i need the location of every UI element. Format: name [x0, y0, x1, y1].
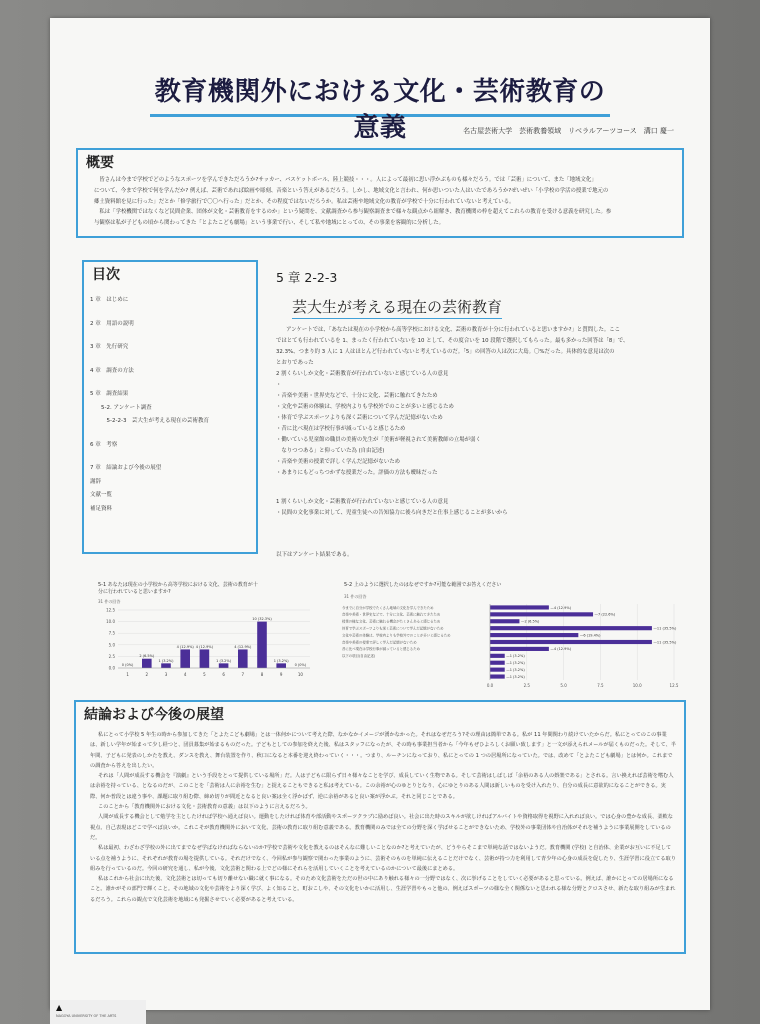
chart1-bar — [200, 649, 210, 668]
opinion-item: ・体育で学ぶスポーツよりも深く芸術について学んだ記憶がないため — [276, 415, 443, 421]
university-logo-icon: ▲ — [56, 1003, 63, 1012]
chart2-data-label: —4 (12.9%) — [550, 647, 572, 652]
chart2-data-label: —1 (3.2%) — [506, 674, 525, 679]
chart1-xtick-label: 7 — [241, 672, 245, 677]
chart2-bar — [490, 619, 519, 623]
chart1-bar — [161, 663, 171, 668]
chart1-xtick-label: 6 — [222, 672, 225, 677]
chart1-xtick-label: 8 — [260, 672, 264, 677]
opinion-item: ・働いている児童館の職員の美術の先生が「美術が軽視されて美術教師の立場が弱く — [276, 437, 481, 443]
conclusion-paragraph: 私は最初、わざわざ学校の外に出てまでなぜ学ばなければならないのか?学校で芸術や文化を教えるのはそんなに難しいことなのか?と考えていたが、どうやらそこまで単純な話ではないようだ。教育機関 (学校) と自治体、企業がお互いに不足している点を補うように、それぞれが教育の場を提供している。それだけでなく、今回私が参与観察で関わった事業のように、芸術そのものを単純に伝えることだけでなく、芸術が持つ力を利用して青少年の心身の成長を促したり、生涯学習に役立てる取り組みを行っているのだ。今回の研究を通し、私が今後、文化芸術と関わる上でどの様にそれらを活用していくことを考えているのかについて最後にまとめる。 — [90, 845, 676, 872]
toc-item: 4 章 調査の方法 — [90, 367, 134, 374]
toc-item: 文献一覧 — [90, 492, 113, 498]
toc-heading: 目次 — [92, 267, 120, 283]
abstract-line: 私は「学校機関ではなくなど民間企業、団体が文化・芸術教育をするのか」という疑問を、文献調査から参与観察調査まで様々な観点から紐解き、教育機関の枠を超えてこれらの教育を受ける意義を研究した。参 — [94, 209, 612, 216]
author-affiliation: 名古屋芸術大学 芸術教養領域 リベラルアーツコース 溝口 慶一 — [463, 127, 674, 135]
chart1-xtick-label: 3 — [164, 672, 168, 677]
chart1-bar — [180, 649, 190, 668]
toc-list — [90, 294, 256, 516]
chart1-bar — [257, 622, 267, 668]
chart1-data-label: 1 (3.2%) — [273, 658, 289, 663]
chart2-title: 5-2 上のように選択したのはなぜですか?可能な範囲でお答えください — [344, 582, 502, 588]
abstract-line: 与観察は私が子どもの頃から関わってきた「とよたこども劇場」という事業で行い、そして私や地域にとっての、その事業を客観的に分析した。 — [94, 220, 445, 227]
chart1-xtick-label: 1 — [126, 672, 129, 677]
chart1-bar — [142, 659, 152, 668]
chart2-category-label: 体育で学ぶスポーツよりも深く芸術について学んだ記憶がないため — [342, 626, 444, 631]
opinion-item: ・音楽や美術の授業で詳しく学んだ記憶がないため — [276, 459, 400, 465]
conclusion-paragraph: それは「人間が成長する機会を『演劇』という手段をとって提供している場所」だ。人は子どもに限らず日々様々なことを学び、成長していく生物である。そして芸術はしばしば「余裕のある人の娯楽である」とされる。言い換えれば芸術を嗜む人は余裕を持っている、となるのだが、このことを「芸術は人に余裕を生む」と捉えることもできると私は考えている。この余裕が心のゆとりとなり、心にゆとりのある人間は新しいものを受け入れたり、自分の成長に意欲的になることができる。実際、何か普段とは違う事や、課題に取り組む際、締め切りが間近となると良い案は全く浮かばず、逆に余裕があると良い案が浮かぶ。それと同じことである。 — [90, 773, 674, 800]
toc-item: 2 章 用語の説明 — [90, 320, 134, 327]
chart1-data-label: 4 (12.9%) — [176, 644, 194, 649]
chart2-data-label: —11 (35.5%) — [653, 640, 677, 645]
toc-item: 謝辞 — [90, 478, 102, 485]
chart2-category-label: 今までに自分が学校でたくさん地域の文化を学んできたため — [342, 605, 434, 610]
toc-item: 5 章 調査結果 — [90, 391, 129, 397]
conclusion-box — [74, 700, 686, 954]
chart2-xtick-label: 12.5 — [669, 683, 679, 688]
chart1-data-label: 10 (32.3%) — [252, 617, 272, 622]
chart2-bar — [490, 612, 593, 616]
chart1-ytick-label: 5.0 — [108, 642, 115, 648]
section-heading: 5 章 2-2-3 — [276, 270, 338, 285]
chart1-bar — [276, 663, 286, 668]
chart1-data-label: 4 (12.9%) — [195, 644, 214, 649]
toc-item: 1 章 はじめに — [90, 297, 129, 303]
chart1-xtick-label: 10 — [297, 672, 303, 677]
opinion-item: ・文化や芸術の体験は、学校内よりも学校外でのことが多いと感じるため — [276, 404, 454, 410]
opinion-item: ・ — [276, 382, 282, 388]
chart2-bar — [490, 668, 505, 672]
chart1-bar — [238, 649, 248, 668]
toc-item: 7 章 結論および今後の展望 — [90, 465, 162, 471]
chart2-svg — [338, 602, 680, 692]
chart2-bar — [490, 640, 652, 644]
chart1-ytick-label: 0.0 — [108, 665, 115, 671]
chart1-xtick-label: 4 — [183, 672, 187, 677]
chart2-category-label: 文化や芸術の体験は、学校内よりも学校外でのことが多いと感じるため — [342, 633, 451, 638]
chart1-data-label: 0 (0%) — [121, 663, 134, 667]
chart1-ytick-label: 10.0 — [106, 619, 115, 625]
chart1-data-label: 4 (12.9%) — [234, 644, 252, 649]
toc-item: 5-2-2-3 芸大生が考える現在の芸術教育 — [90, 418, 209, 424]
poster-title: 教育機関外における文化・芸術教育の意義 — [150, 74, 610, 117]
abstract-line: について、今まで学校で何を学んだか? 例えば、芸術であれば絵画や彫刻、音楽という答えがあるだろう。しかし、地域文化と言われ、何か思いついた人はいたであろうか?ぜいぜい「小学校の学活の授業で地元の — [94, 187, 609, 194]
opinion-item: ・音楽や美術・世界史などで、十分に文化、芸術に触れてきたため — [276, 393, 438, 399]
chart1-data-label: 1 (3.2%) — [216, 658, 232, 663]
chart1-data-label: 1 (3.2%) — [158, 658, 174, 663]
opinion-list — [276, 380, 680, 479]
opinion-item: ・あまりにもどっちつかずな授業だった。評価の方法も曖昧だった — [276, 470, 438, 476]
chart2-note: 31 件の回答 — [344, 594, 367, 599]
chart2-xtick-label: 2.5 — [523, 683, 530, 688]
chart1-data-label: 2 (6.5%) — [139, 654, 155, 659]
chart1-title: 5-1 あなたは現在の小学校から高等学校における文化、芸術の教育が十分に行われていると思いますか? — [98, 582, 258, 595]
conclusion-paragraph: 人間が成長する機会として勉学を主としたければ学校へ通えば良い。運動をしたければ体育や部活動やスポーツクラブに励めば良い。社会に出た時のスキルが欲しければアルバイトや資格取得を視野に入れれば良い。では心身の豊かな成長、柔軟な視点、自己表現はどこで学べば良いか。これこそが教育機関外において文化、芸術の教育に取り組む意義である。教育機関のみでは全ての分野を深く学ばせることができないため、学校外の事業団体や自治体がそれを補うように事業展開をしているのだ。 — [90, 814, 673, 841]
chart2-xtick-label: 10.0 — [632, 683, 642, 688]
conclusion-heading: 結論および今後の展望 — [84, 707, 224, 723]
chart2-data-label: —2 (6.5%) — [520, 619, 540, 624]
opinion-item: ・昔に比べ現在は学校行事が減っていると感じるため — [276, 426, 406, 432]
chart2-category-label: 音楽や美術の授業で詳しく学んだ記憶がないため — [342, 640, 417, 645]
chart1-svg — [96, 606, 314, 686]
chart1-xtick-label: 9 — [279, 672, 283, 677]
chart1-data-label: 0 (0%) — [294, 663, 307, 667]
toc-item: 5-2. アンケート調査 — [90, 404, 152, 411]
chart1-ytick-label: 2.5 — [108, 653, 115, 659]
chart2-bar — [490, 661, 505, 665]
conclusion-paragraph: このことから「教育機関外における文化・芸術教育の意義」は以下のように言えるだろう。 — [98, 804, 311, 811]
opinion-item: なりつつある」と仰っていた為 (自由記述) — [276, 448, 385, 454]
chart1-ytick-label: 7.5 — [108, 630, 115, 636]
chart2-data-label: —1 (3.2%) — [506, 661, 525, 666]
chart2-data-label: —1 (3.2%) — [506, 667, 525, 672]
chart2-xtick-label: 5.0 — [560, 683, 567, 688]
chart2-category-label: 昔に比べ現在は学校行事が減っていると感じるため — [342, 647, 420, 652]
intro-line: 32.3%、つまり約 3 人に 1 人はほとんど行われていないと考えているのだ。「5」の回答の人は次に大島。〇%だった。具体的な意見は次の — [276, 349, 615, 355]
chart2-category-label: 音楽や美術・世界史などで、十分に文化、芸術に触れてきたため — [342, 612, 441, 617]
section-body — [276, 325, 680, 519]
chart2-bar — [490, 654, 505, 658]
card-caption: NAGOYA UNIVERSITY OF THE ARTS — [56, 1014, 117, 1018]
chart2-data-label: —11 (35.5%) — [653, 626, 677, 631]
chart2-bar — [490, 633, 578, 637]
chart2-xtick-label: 7.5 — [597, 683, 604, 688]
chart2-category-label: 以下の項目(自由記述) — [342, 654, 376, 659]
abstract-box — [76, 148, 684, 238]
abstract-heading: 概要 — [86, 155, 114, 171]
abstract-line: 皆さんは今まで学校でどのようなスポーツを学んできただろうか?サッカー、バスケットボール、陸上競技・・・。人によって最初に思い浮かぶものも様々だろう。では「芸術」について、また「地域文化」 — [94, 177, 597, 183]
abstract-body — [94, 175, 674, 229]
toc-item: 3 章 先行研究 — [90, 344, 129, 350]
chart2-data-label: —4 (12.9%) — [550, 605, 572, 610]
chart1-xtick-label: 5 — [203, 672, 206, 677]
intro-line: とおりであった — [276, 360, 314, 366]
chart1-ytick-label: 12.5 — [106, 607, 115, 613]
chart2-bar — [490, 605, 549, 609]
abstract-line: 郷土資料館を見に行った」だとか「修学旅行で〇〇へ行った」だとか、その程度ではないだろうか。私は芸術や地域文化の教育が学校で十分に行われていないと考えている。 — [94, 198, 515, 205]
second-opinion-heading: 1 割くらいしか文化・芸術教育が行われていないと感じている人の意見 — [276, 499, 449, 505]
chart2-data-label: —1 (3.2%) — [506, 654, 525, 659]
intro-line: ではとても行われているを 1、まったく行われていないを 10 として、その度合いを 10 段階で選択してもらった。最も多かった回答は「8」で、 — [276, 338, 629, 344]
opinion-item: ・民間の文化事業に対して、児童生徒への告知協力に後ろ向きだと仕事上感じることが多いから — [276, 510, 508, 516]
chart2-xtick-label: 0.0 — [486, 683, 494, 688]
conclusion-paragraph: 私はこれから社会に出た後、文化芸術とは切っても切り離せない職に就く事になる。そのため文化芸術をただの世の中にあり触れる様々の一分野ではなく、次に挙げることをしていく必要があると思っている。例えば、誰かにとっての居場所になること。誰かがその部門で輝くこと。その地域の文化や芸術をより深く学び、よく知ること。町おこしや、その文化をいかに活用し、生涯学習やもっと他の、例えばスポーツの様な全く関係ないと思われる様な分野とクロスさせ、新たな取り組みが生まれるだろう。これらの観点で文化芸術を地域にも発掘させていく必要があると考えている。 — [90, 876, 676, 903]
chart2-data-label: —7 (22.6%) — [594, 612, 616, 617]
conclusion-paragraph: 私にとって小学校 5 年生の時から参加してきた「とよたこども劇場」とは一体何かについて考えた際、なかなかイメージが湧かなかった。それはなぜだろう?その理由は簡単である。私が 11 年間関わり続けていたからだ。私にとってのこの事業は、新しい学年が始まって少し経つと、団員募集が始まるものだった。子どもとしての参加を終えた後、私はスタッフになったが、その時も事業担当者から「今年もぜひよろしくお願い致します」と一文が添えられメールが届くものだった。そして、半年間、子どもに発表のしかたを教え、ダンスを教え、舞台装置を作り、秋口になると本番を迎え終わっていく・・・。つまり、ルーチンになっており、私にとっての 1 つの居場所になっていた。では、改めて「とよたこども劇場」とは何か。これまでの調査から答えを出したい。 — [90, 732, 676, 769]
section-subheading: 芸大生が考える現在の芸術教育 — [292, 296, 502, 319]
chart2-category-label: 授業の様な文化、芸術に触れる機会がたくさんあると感じるため — [342, 619, 441, 624]
table-of-contents — [82, 260, 258, 554]
results-intro: 以下はアンケート結果である。 — [276, 552, 353, 558]
conclusion-body — [90, 730, 676, 905]
chart2-bar — [490, 647, 549, 651]
toc-item: 補足資料 — [90, 505, 113, 512]
intro-line: アンケートでは、「あなたは現在の小学校から高等学校における文化、芸術の教育が十分に行われていると思いますか?」と質問した。ここ — [286, 327, 621, 333]
museum-card — [50, 1000, 146, 1024]
chart2-bar — [490, 674, 505, 678]
chart1-xtick-label: 2 — [145, 672, 149, 677]
chart2-bar — [490, 626, 652, 630]
intro-line: 2 割くらいしか文化・芸術教育が行われていないと感じている人の意見 — [276, 371, 449, 377]
chart1-bar — [219, 663, 229, 668]
chart1-note: 31 件の回答 — [98, 599, 121, 604]
toc-item: 6 章 考察 — [90, 441, 118, 448]
chart2-data-label: —6 (19.4%) — [579, 633, 601, 638]
